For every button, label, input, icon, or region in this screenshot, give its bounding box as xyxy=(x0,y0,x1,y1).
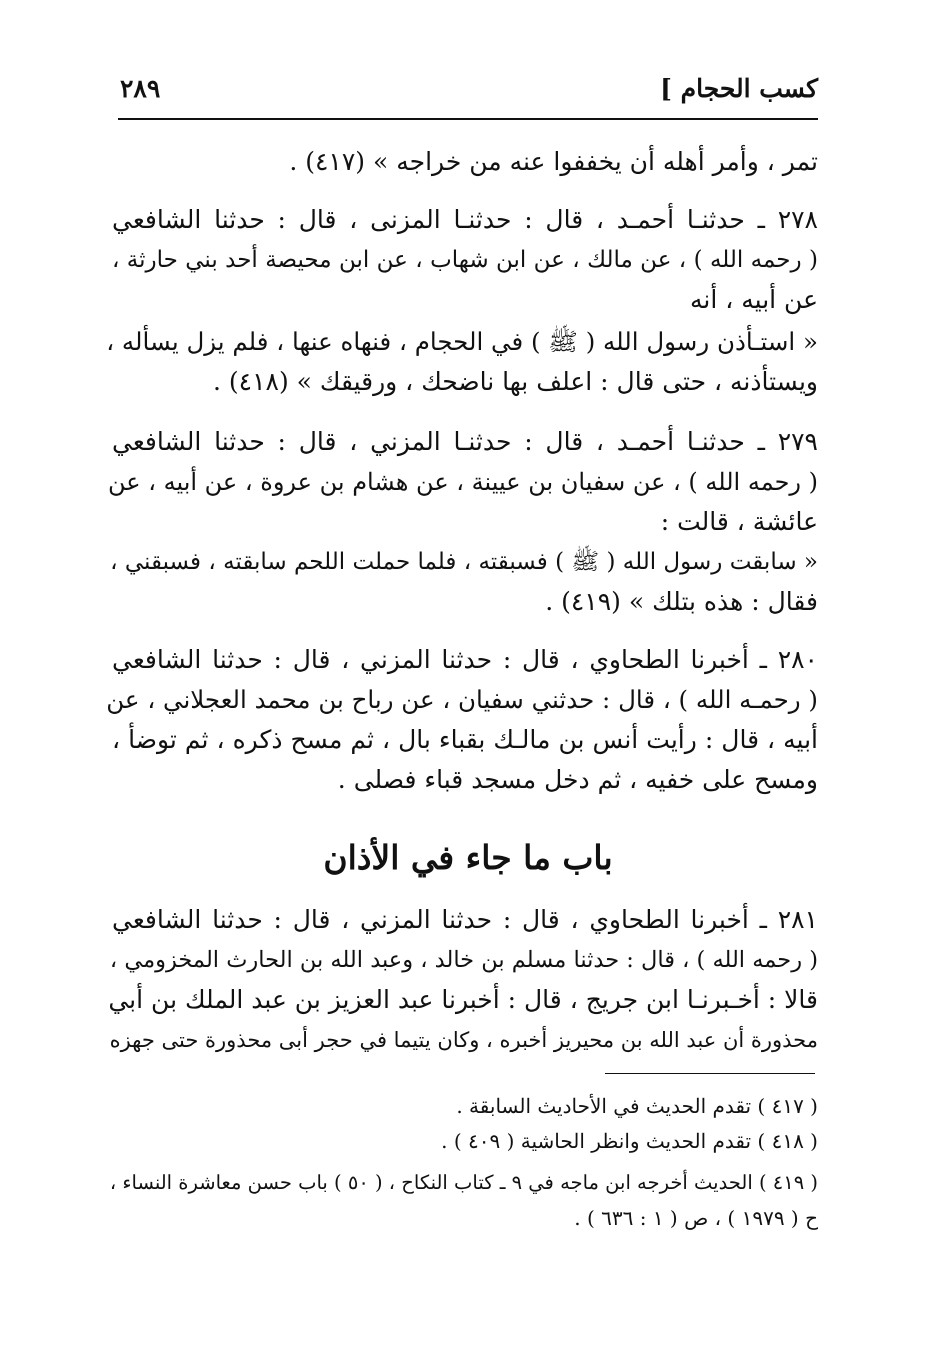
hadith-280-line-2: ( رحمـه الله ) ، قال : حدثني سفيان ، عن رباح بن محمد العجلاني ، عن xyxy=(106,685,818,714)
footnote-rule xyxy=(605,1073,815,1074)
hadith-280-line-4: ومسح على خفيه ، ثم دخل مسجد قباء فصلى . xyxy=(337,765,818,794)
hadith-279-line-5: فقال : هذه بتلك » (٤١٩) . xyxy=(545,587,818,616)
hadith-280-line-1: ٢٨٠ ـ أخبرنا الطحاوي ، قال : حدثنا المزني ، قال : حدثنا الشافعي xyxy=(112,645,818,674)
hadith-279-line-2: ( رحمه الله ) ، عن سفيان بن عيينة ، عن هشام بن عروة ، عن أبيه ، عن xyxy=(107,468,818,496)
footnote-418: ( ٤١٨ ) تقدم الحديث وانظر الحاشية ( ٤٠٩ ) . xyxy=(441,1129,818,1153)
text-line: تمر ، وأمر أهله أن يخففوا عنه من خراجه » (٤١٧) . xyxy=(289,147,818,176)
hadith-281-line-1: ٢٨١ ـ أخبرنا الطحاوي ، قال : حدثنا المزني ، قال : حدثنا الشافعي xyxy=(112,905,818,934)
hadith-278-line-2: ( رحمه الله ) ، عن مالك ، عن ابن شهاب ، عن ابن محيصة أحد بني حارثة ، xyxy=(112,247,818,273)
hadith-280-line-3: أبيه ، قال : رأيت أنس بن مالـك بقباء بال ، ثم مسح ذكره ، ثم توضأ ، xyxy=(112,725,818,754)
page-number: ٢٨٩ xyxy=(120,74,161,103)
footnote-419-line-1: ( ٤١٩ ) الحديث أخرجه ابن ماجه في ٩ ـ كتاب النكاح ، ( ٥٠ ) باب حسن معاشرة النساء ، xyxy=(109,1171,818,1194)
hadith-278-line-1: ٢٧٨ ـ حدثنـا أحمـد ، قال : حدثنـا المزنى ، قال : حدثنا الشافعي xyxy=(112,205,818,234)
hadith-281-line-2: ( رحمه الله ) ، قال : حدثنا مسلم بن خالد ، وعبد الله بن الحارث المخزومي ، xyxy=(109,947,818,973)
hadith-279-line-1: ٢٧٩ ـ حدثنـا أحمـد ، قال : حدثنـا المزني ، قال : حدثنا الشافعي xyxy=(112,427,818,456)
hadith-281-line-3: قالا : أخـبرنـا ابن جريج ، قال : أخبرنا عبد العزيز بن عبد الملك بن أبي xyxy=(108,985,818,1014)
hadith-278-line-4: « استـأذن رسول الله ( ﷺ ) في الحجام ، فنهاه عنها ، فلم يزل يسأله ، xyxy=(106,327,818,356)
header-rule xyxy=(118,118,818,120)
page-header xyxy=(118,72,818,118)
footnote-417: ( ٤١٧ ) تقدم الحديث في الأحاديث السابقة . xyxy=(456,1094,818,1118)
hadith-279-line-4: « سابقت رسول الله ( ﷺ ) فسبقته ، فلما حملت اللحم سابقته ، فسبقني ، xyxy=(110,549,818,575)
hadith-279-line-3: عائشة ، قالت : xyxy=(660,507,818,536)
chapter-heading: باب ما جاء في الأذان xyxy=(323,838,613,877)
hadith-278-line-5: ويستأذنه ، حتى قال : اعلف بها ناضحك ، ورقيقك » (٤١٨) . xyxy=(212,367,818,396)
hadith-281-line-4: محذورة أن عبد الله بن محيريز أخبره ، وكان يتيما في حجر أبى محذورة حتى جهزه xyxy=(109,1028,818,1052)
footnote-419-line-2: ح ( ١٩٧٩ ) ، ص ( ١ : ٦٣٦ ) . xyxy=(574,1206,818,1230)
hadith-278-line-3: عن أبيه ، أنه xyxy=(689,285,818,314)
running-title: كسب الحجام ] xyxy=(660,74,818,103)
